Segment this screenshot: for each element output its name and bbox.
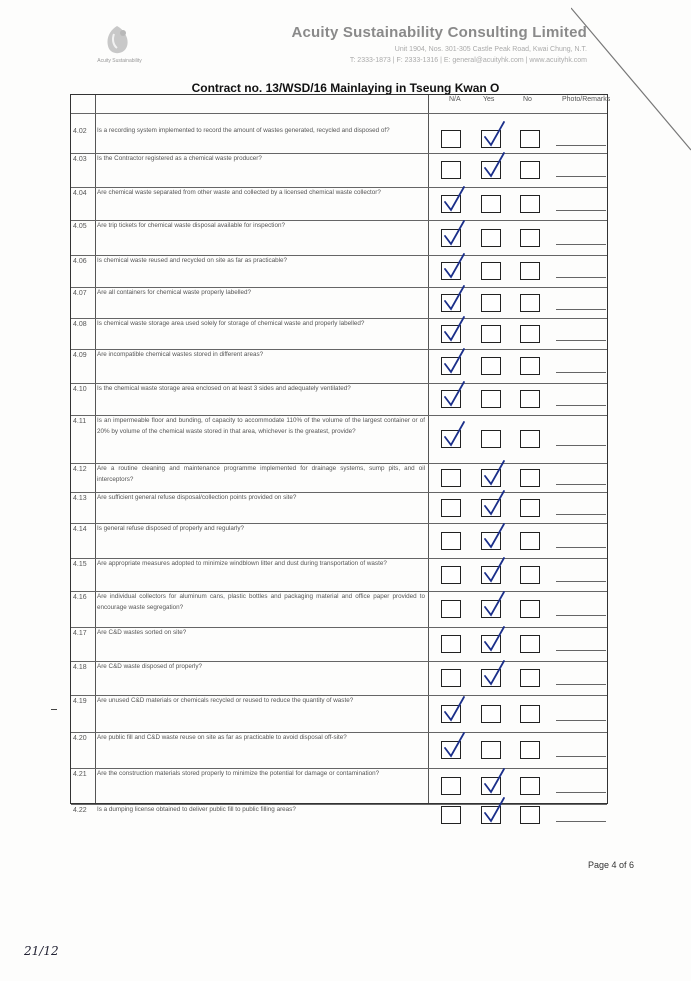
remarks-line[interactable]: [556, 309, 606, 310]
column-header-yes: Yes: [483, 96, 495, 103]
item-number: 4.18: [73, 664, 87, 671]
table-row: [71, 187, 607, 220]
column-header-na: N/A: [449, 96, 461, 103]
checkbox-na[interactable]: [441, 600, 461, 618]
table-row: [71, 695, 607, 732]
item-number: 4.04: [73, 190, 87, 197]
question-text: Are trip tickets for chemical waste disposal available for inspection?: [97, 222, 285, 229]
remarks-line[interactable]: [556, 547, 606, 548]
checkbox-no[interactable]: [520, 566, 540, 584]
checkbox-yes[interactable]: [481, 195, 501, 213]
checkbox-yes[interactable]: [481, 806, 501, 824]
item-number: 4.11: [73, 418, 87, 425]
checkbox-no[interactable]: [520, 430, 540, 448]
checkbox-na[interactable]: [441, 390, 461, 408]
checkbox-no[interactable]: [520, 262, 540, 280]
checkbox-na[interactable]: [441, 499, 461, 517]
checkbox-yes[interactable]: [481, 499, 501, 517]
column-header-remarks: Photo/Remarks: [562, 96, 611, 103]
checkbox-na[interactable]: [441, 705, 461, 723]
question-text: Are sufficient general refuse disposal/collection points provided on site?: [97, 494, 297, 501]
item-number: 4.21: [73, 771, 87, 778]
checkbox-yes[interactable]: [481, 357, 501, 375]
checkbox-na[interactable]: [441, 566, 461, 584]
remarks-line[interactable]: [556, 145, 606, 146]
margin-mark: [51, 709, 57, 710]
table-row: [71, 591, 607, 627]
checkbox-yes[interactable]: [481, 229, 501, 247]
checkbox-no[interactable]: [520, 741, 540, 759]
question-text: Is a recording system implemented to record the amount of wastes generated, recycled and disposed of?: [97, 127, 390, 134]
remarks-line[interactable]: [556, 405, 606, 406]
item-number: 4.12: [73, 466, 87, 473]
table-row: [71, 220, 607, 255]
checkbox-no[interactable]: [520, 161, 540, 179]
company-contact: T: 2333-1873 | F: 2333-1316 | E: general@acuityhk.com | www.acuityhk.com: [349, 57, 587, 64]
question-text: Is a dumping license obtained to deliver public fill to public filling areas?: [97, 806, 296, 813]
checkbox-na[interactable]: [441, 469, 461, 487]
page-number: Page 4 of 6: [588, 860, 635, 870]
checkbox-na[interactable]: [441, 357, 461, 375]
remarks-line[interactable]: [556, 684, 606, 685]
checkbox-no[interactable]: [520, 635, 540, 653]
checkbox-no[interactable]: [520, 469, 540, 487]
remarks-line[interactable]: [556, 484, 606, 485]
remarks-line[interactable]: [556, 277, 606, 278]
table-row: [71, 463, 607, 492]
table-row: [71, 523, 607, 558]
checkbox-no[interactable]: [520, 806, 540, 824]
table-row: [71, 661, 607, 695]
header-divider: [71, 113, 607, 114]
item-number: 4.20: [73, 735, 87, 742]
checkbox-no[interactable]: [520, 357, 540, 375]
checkbox-yes[interactable]: [481, 635, 501, 653]
checklist-table: [70, 94, 611, 814]
checkbox-yes[interactable]: [481, 532, 501, 550]
item-number: 4.22: [73, 807, 87, 814]
checkbox-no[interactable]: [520, 777, 540, 795]
table-row: [71, 558, 607, 591]
checkbox-yes[interactable]: [481, 469, 501, 487]
checkbox-na[interactable]: [441, 806, 461, 824]
checkbox-yes[interactable]: [481, 161, 501, 179]
remarks-line[interactable]: [556, 176, 606, 177]
checkbox-na[interactable]: [441, 635, 461, 653]
checkbox-yes[interactable]: [481, 566, 501, 584]
checkbox-na[interactable]: [441, 430, 461, 448]
question-text: Are individual collectors for aluminum cans, plastic bottles and packaging material and office paper provided to encourage waste segregation?: [97, 593, 425, 611]
question-text: Are C&D wastes sorted on site?: [97, 629, 187, 636]
checkbox-no[interactable]: [520, 130, 540, 148]
checkbox-no[interactable]: [520, 705, 540, 723]
checkbox-na[interactable]: [441, 195, 461, 213]
checkbox-yes[interactable]: [481, 741, 501, 759]
question-text: Is general refuse disposed of properly and regularly?: [97, 525, 245, 532]
company-name: Acuity Sustainability Consulting Limited: [291, 24, 587, 41]
table-row: [71, 768, 607, 804]
question-text: Are C&D waste disposed of properly?: [97, 663, 202, 670]
checkbox-na[interactable]: [441, 325, 461, 343]
checkbox-no[interactable]: [520, 669, 540, 687]
table-row: [71, 415, 607, 463]
checkbox-no[interactable]: [520, 499, 540, 517]
question-text: Are appropriate measures adopted to minimize windblown litter and dust during transportation of waste?: [97, 560, 387, 567]
checkbox-na[interactable]: [441, 669, 461, 687]
checkbox-no[interactable]: [520, 229, 540, 247]
remarks-line[interactable]: [556, 210, 606, 211]
checkbox-na[interactable]: [441, 161, 461, 179]
question-text: Are chemical waste separated from other waste and collected by a licensed chemical waste collector?: [97, 189, 381, 196]
table-row: [71, 492, 607, 523]
remarks-line[interactable]: [556, 514, 606, 515]
checkbox-yes[interactable]: [481, 430, 501, 448]
table-row: [71, 287, 607, 318]
checkbox-no[interactable]: [520, 390, 540, 408]
question-text: Is an impermeable floor and bunding, of capacity to accommodate 110% of the volume of the largest container or of 20% by volume of the chemical waste stored in that area, whichever is the greatest, provide?: [97, 417, 425, 435]
column-header-no: No: [523, 96, 532, 103]
checkbox-yes[interactable]: [481, 262, 501, 280]
table-row: [71, 627, 607, 661]
question-text: Is the Contractor registered as a chemical waste producer?: [97, 155, 262, 162]
table-row: [71, 125, 607, 153]
item-number: 4.19: [73, 698, 87, 705]
item-number: 4.16: [73, 594, 87, 601]
checkbox-no[interactable]: [520, 294, 540, 312]
table-row: [71, 383, 607, 415]
item-number: 4.02: [73, 128, 87, 135]
checkbox-yes[interactable]: [481, 390, 501, 408]
remarks-line[interactable]: [556, 821, 606, 822]
checkbox-no[interactable]: [520, 600, 540, 618]
checkbox-na[interactable]: [441, 130, 461, 148]
logo-text: Acuity Sustainability: [97, 58, 142, 64]
item-number: 4.08: [73, 321, 87, 328]
contract-title: Contract no. 13/WSD/16 Mainlaying in Tseung Kwan O: [191, 81, 500, 95]
remarks-line[interactable]: [556, 340, 606, 341]
question-text: Are all containers for chemical waste properly labelled?: [97, 289, 252, 296]
question-text: Are incompatible chemical wastes stored in different areas?: [97, 351, 264, 358]
checkbox-yes[interactable]: [481, 130, 501, 148]
remarks-line[interactable]: [556, 650, 606, 651]
table-row: [71, 732, 607, 768]
item-number: 4.03: [73, 156, 87, 163]
remarks-line[interactable]: [556, 792, 606, 793]
company-address: Unit 1904, Nos. 301-305 Castle Peak Road, Kwai Chung, N.T.: [394, 46, 587, 53]
remarks-line[interactable]: [556, 372, 606, 373]
checkbox-yes[interactable]: [481, 294, 501, 312]
checkbox-yes[interactable]: [481, 777, 501, 795]
checkbox-no[interactable]: [520, 195, 540, 213]
checkbox-no[interactable]: [520, 325, 540, 343]
checkbox-yes[interactable]: [481, 325, 501, 343]
question-text: Is chemical waste storage area used solely for storage of chemical waste and properly labelled?: [97, 320, 365, 327]
checkbox-na[interactable]: [441, 229, 461, 247]
item-number: 4.13: [73, 495, 87, 502]
item-number: 4.05: [73, 223, 87, 230]
table-row: [71, 255, 607, 287]
question-text: Are the construction materials stored properly to minimize the potential for damage or contamination?: [97, 770, 380, 777]
remarks-line[interactable]: [556, 615, 606, 616]
checkbox-no[interactable]: [520, 532, 540, 550]
checkbox-yes[interactable]: [481, 705, 501, 723]
item-number: 4.07: [73, 290, 87, 297]
checkbox-na[interactable]: [441, 777, 461, 795]
question-text: Is chemical waste reused and recycled on site as far as practicable?: [97, 257, 288, 264]
remarks-line[interactable]: [556, 581, 606, 582]
checkbox-na[interactable]: [441, 741, 461, 759]
remarks-line[interactable]: [556, 756, 606, 757]
checkbox-na[interactable]: [441, 262, 461, 280]
remarks-line[interactable]: [556, 720, 606, 721]
checkbox-yes[interactable]: [481, 669, 501, 687]
table-row: [71, 349, 607, 383]
remarks-line[interactable]: [556, 445, 606, 446]
item-number: 4.14: [73, 526, 87, 533]
question-text: Is the chemical waste storage area enclosed on at least 3 sides and adequately ventilated?: [97, 385, 351, 392]
table-row: [71, 153, 607, 187]
checkbox-yes[interactable]: [481, 600, 501, 618]
checkbox-na[interactable]: [441, 532, 461, 550]
question-text: Are a routine cleaning and maintenance programme implemented for drainage systems, sump pits, and oil interceptors?: [97, 465, 425, 483]
item-number: 4.17: [73, 630, 87, 637]
item-number: 4.15: [73, 561, 87, 568]
item-number: 4.09: [73, 352, 87, 359]
handwritten-date: 21/12: [24, 944, 59, 958]
remarks-line[interactable]: [556, 244, 606, 245]
question-text: Are public fill and C&D waste reuse on site as far as practicable to avoid disposal off-site?: [97, 734, 347, 741]
question-text: Are unused C&D materials or chemicals recycled or reused to reduce the quantity of waste?: [97, 697, 354, 704]
item-number: 4.10: [73, 386, 87, 393]
checkbox-na[interactable]: [441, 294, 461, 312]
item-number: 4.06: [73, 258, 87, 265]
table-row: [71, 318, 607, 349]
